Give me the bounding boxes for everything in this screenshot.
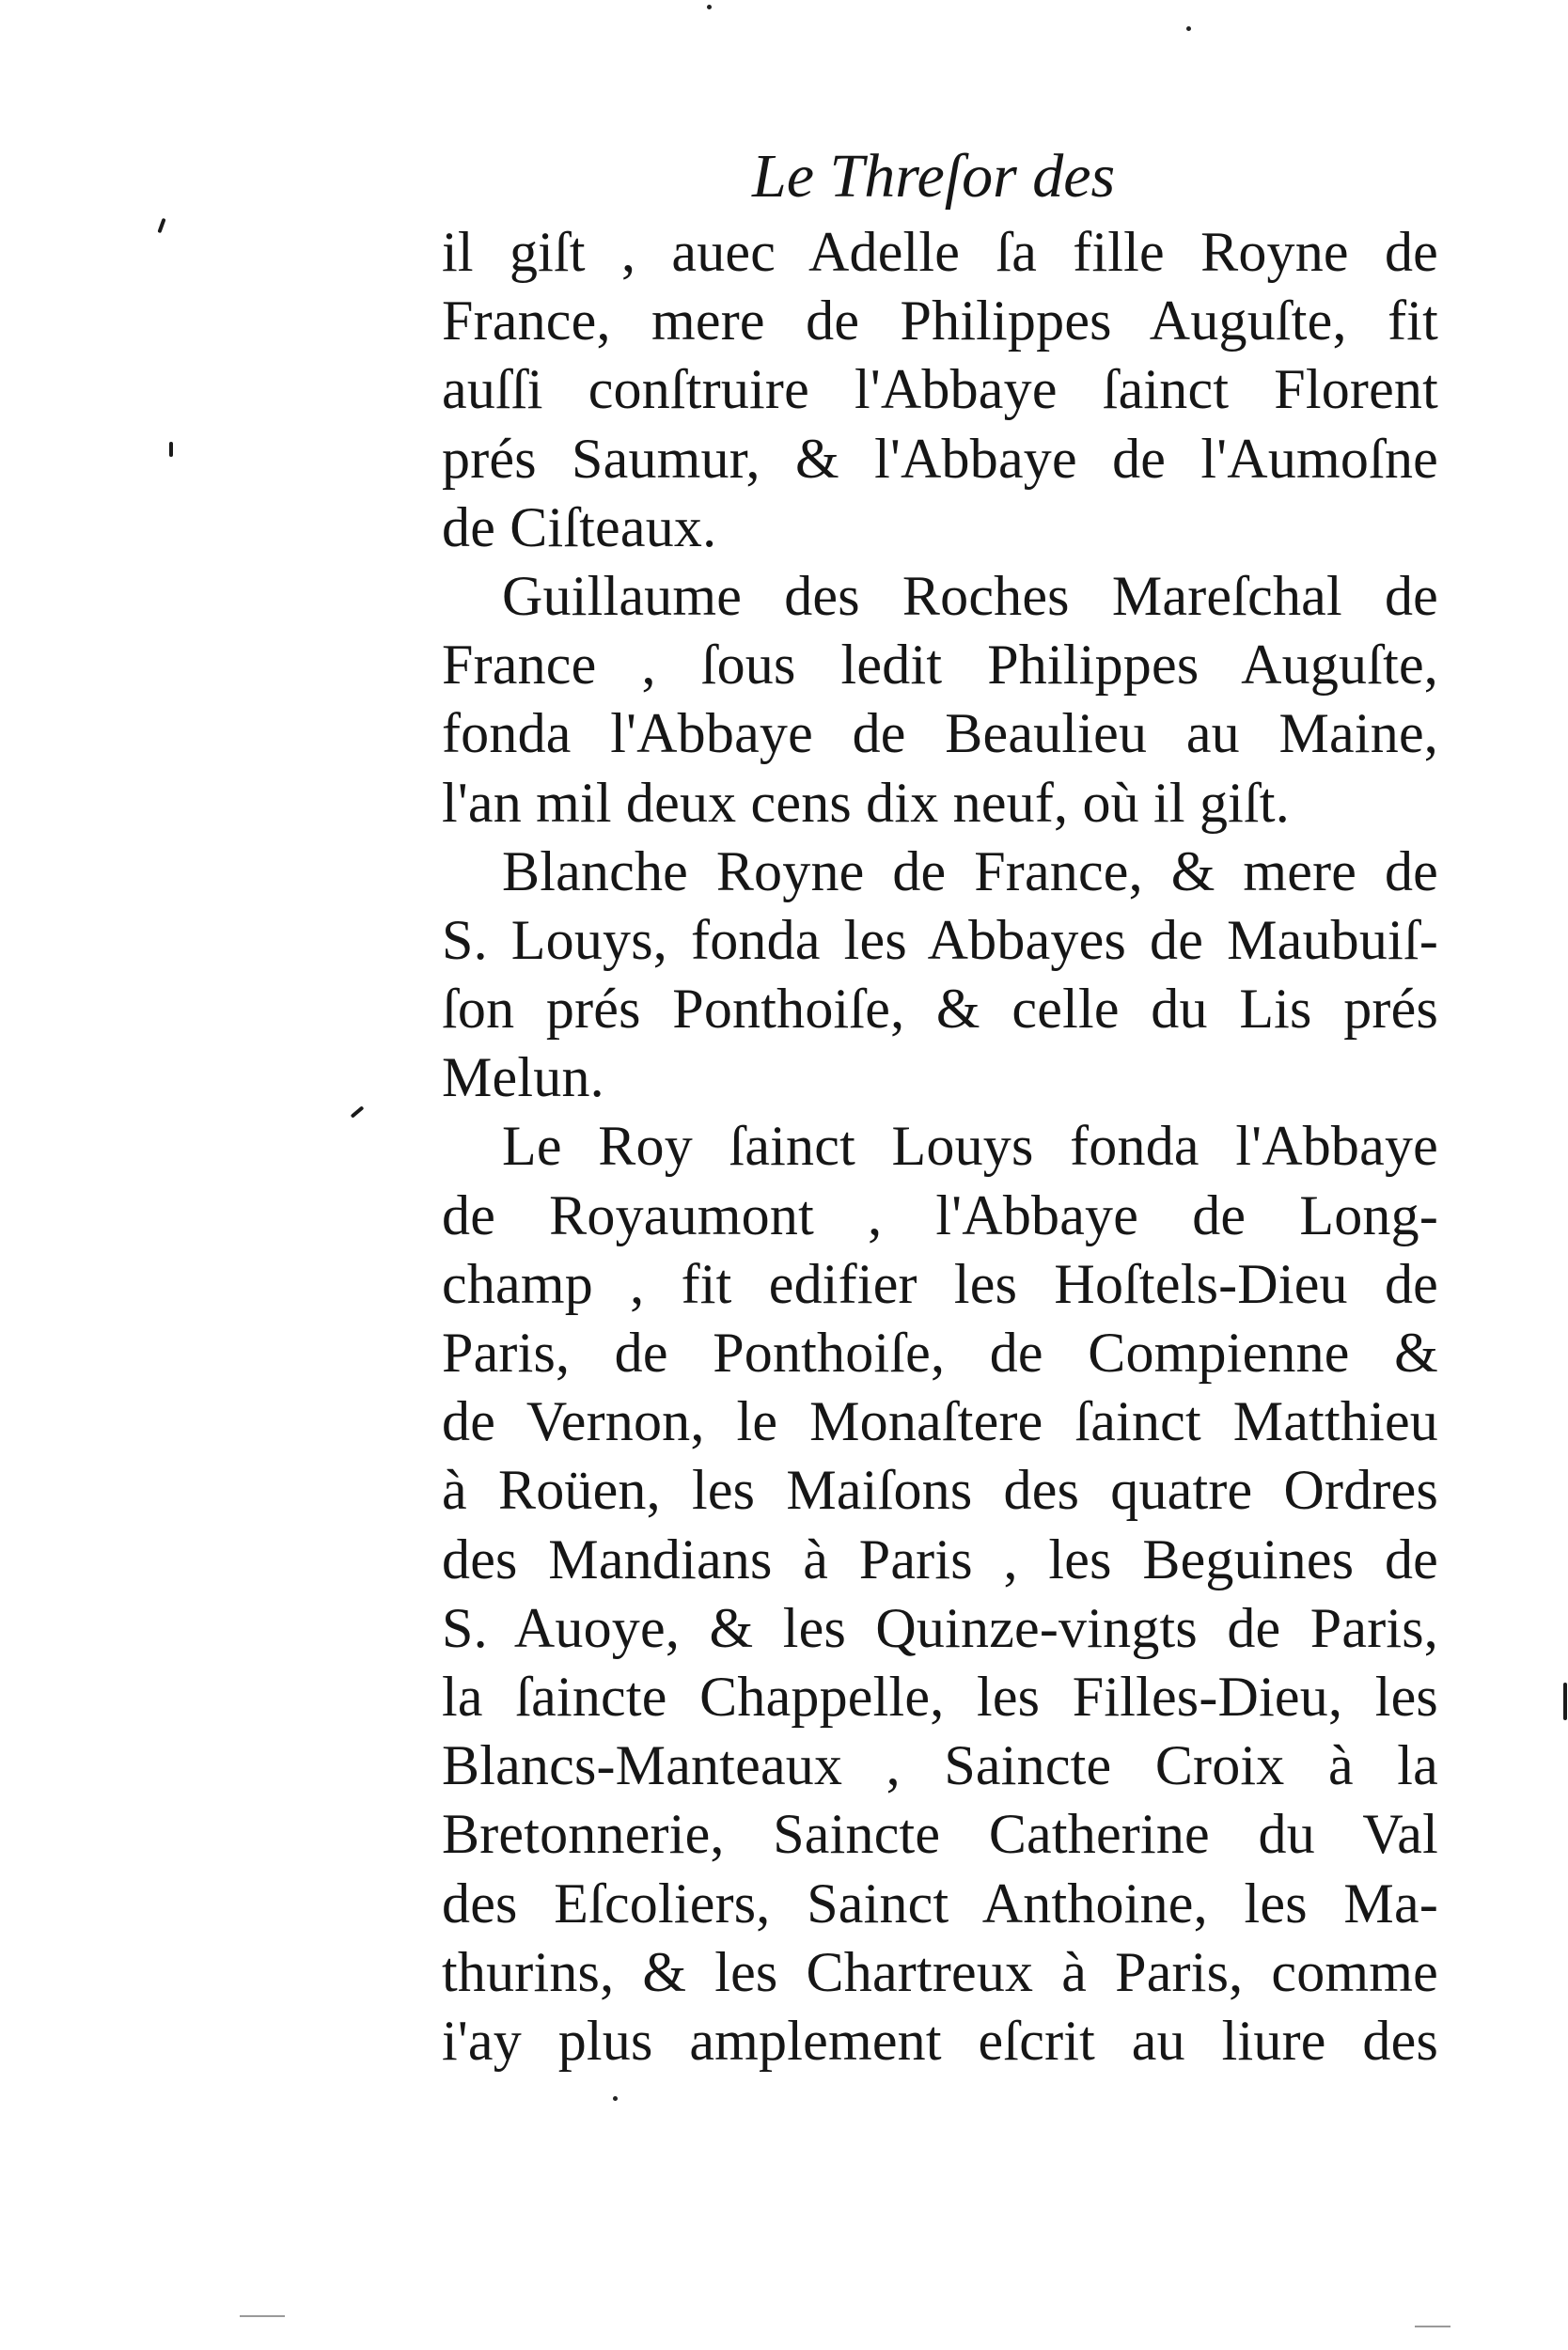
text-line-22: la ſaincte Chappelle, les Filles-Dieu, les [442, 1665, 1438, 1728]
text-line-13: Melun. [442, 1046, 604, 1109]
text-line-18: de Vernon, le Monaſtere ſainct Matthieu [442, 1390, 1438, 1453]
text-line-12: ſon prés Ponthoiſe, & celle du Lis prés [442, 978, 1438, 1041]
bottom-margin-rule [240, 2315, 285, 2317]
speck [707, 5, 712, 9]
text-line-24: Bretonnerie, Saincte Catherine du Val [442, 1803, 1438, 1866]
text-line-9: l'an mil deux cens dix neuf, où il giſt. [442, 771, 1290, 834]
text-line-26: thurins, & les Chartreux à Paris, comme [442, 1940, 1438, 2003]
text-line-11: S. Louys, fonda les Abbayes de Maubuiſ- [442, 908, 1438, 971]
body-text [442, 218, 1438, 2076]
speck [613, 2096, 618, 2101]
text-line-8: fonda l'Abbaye de Beaulieu au Maine, [442, 702, 1438, 765]
text-line-1: il giſt , auec Adelle ſa fille Royne de [442, 221, 1438, 283]
text-line-7: France , ſous ledit Philippes Auguſte, [442, 634, 1438, 697]
text-line-3: auſſi conſtruire l'Abbaye ſainct Florent [442, 358, 1438, 421]
speck [1186, 26, 1191, 31]
text-line-10: Blanche Royne de France, & mere de [502, 839, 1438, 902]
margin-mark [351, 1105, 365, 1118]
text-line-19: à Roüen, les Maiſons des quatre Ordres [442, 1459, 1438, 1522]
text-line-20: des Mandians à Paris , les Beguines de [442, 1528, 1438, 1590]
text-line-15: de Royaumont , l'Abbaye de Long- [442, 1183, 1438, 1246]
bottom-margin-rule [1415, 2326, 1450, 2327]
running-head: Le Threſor des [752, 142, 1116, 211]
text-line-25: des Eſcoliers, Sainct Anthoine, les Ma- [442, 1872, 1438, 1935]
text-line-14: Le Roy ſainct Louys fonda l'Abbaye [502, 1115, 1438, 1178]
text-line-17: Paris, de Ponthoiſe, de Compienne & [442, 1322, 1438, 1384]
text-line-6: Guillaume des Roches Mareſchal de [502, 564, 1438, 627]
text-line-2: France, mere de Philippes Auguſte, fit [442, 290, 1438, 352]
margin-mark [169, 442, 173, 457]
text-line-21: S. Auoye, & les Quinze-vingts de Paris, [442, 1596, 1438, 1659]
text-line-5: de Ciſteaux. [442, 495, 717, 558]
text-line-23: Blancs-Manteaux , Saincte Croix à la [442, 1734, 1438, 1797]
margin-mark [157, 218, 165, 233]
margin-mark [1563, 1683, 1567, 1720]
text-line-27: i'ay plus amplement eſcrit au liure des [442, 2009, 1438, 2072]
text-line-4: prés Saumur, & l'Abbaye de l'Aumoſne [442, 427, 1438, 490]
text-line-16: champ , fit edifier les Hoſtels-Dieu de [442, 1252, 1438, 1315]
